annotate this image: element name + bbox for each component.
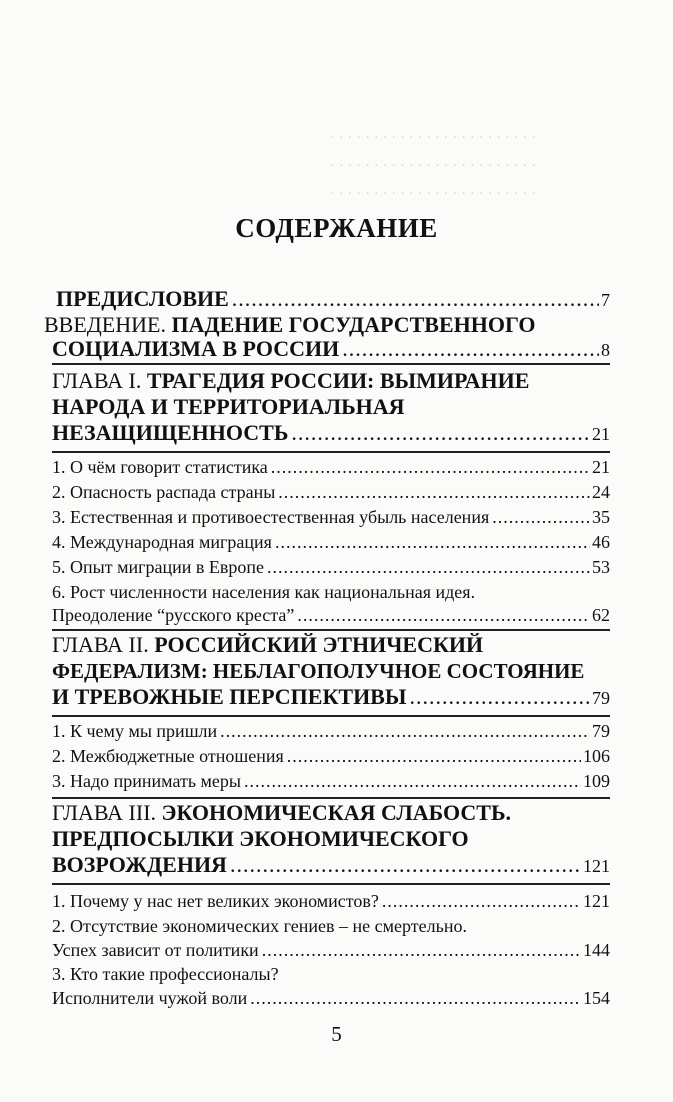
- ch3-prefix: ГЛАВА III.: [52, 800, 157, 825]
- bleed-through-text: · · · · · · · · · · · · · · · · · · · · · · · ·: [330, 186, 537, 202]
- leader-dots: [492, 505, 590, 529]
- toc-item[interactable]: [52, 603, 610, 627]
- toc-item[interactable]: [52, 986, 610, 1010]
- ch1-prefix: ГЛАВА I.: [52, 368, 142, 393]
- ch1-title-line1: ТРАГЕДИЯ РОССИИ: ВЫМИРАНИЕ: [146, 368, 530, 393]
- leader-dots: [297, 603, 590, 627]
- toc-item-label: 5. Опыт миграции в Европе: [52, 557, 265, 577]
- leader-dots: [244, 769, 581, 793]
- toc-item-label: 3. Естественная и противоестественная убыль населения: [52, 507, 490, 527]
- toc-page: 7: [601, 290, 610, 310]
- toc-page: 109: [583, 771, 610, 791]
- leader-dots: [287, 744, 581, 768]
- toc-page: 79: [592, 688, 610, 708]
- ch3-heading-line1[interactable]: [52, 799, 511, 827]
- intro-title-line2: СОЦИАЛИЗМА В РОССИИ: [52, 336, 340, 361]
- leader-dots: [409, 683, 590, 711]
- toc-item[interactable]: [52, 938, 610, 962]
- divider: [52, 883, 610, 885]
- ch2-heading-line2: [52, 657, 584, 685]
- toc-page: 144: [583, 940, 610, 960]
- toc-intro[interactable]: [52, 335, 610, 363]
- leader-dots: [342, 335, 599, 363]
- toc-page: 62: [592, 605, 610, 625]
- toc-item[interactable]: [52, 480, 610, 504]
- toc-item-label: 4. Международная миграция: [52, 532, 272, 552]
- toc-ch1[interactable]: [52, 419, 610, 447]
- toc-page: 121: [583, 856, 610, 876]
- toc-page: 24: [592, 482, 610, 502]
- toc-item[interactable]: [52, 555, 610, 579]
- ch1-heading-line1[interactable]: [52, 367, 529, 395]
- leader-dots: [220, 719, 590, 743]
- toc-item-label: 1. К чему мы пришли: [52, 721, 218, 741]
- leader-dots: [278, 480, 590, 504]
- toc-page: 53: [592, 557, 610, 577]
- toc-item-label: Успех зависит от политики: [52, 940, 259, 960]
- toc-item-label: 3. Надо принимать меры: [52, 771, 242, 791]
- leader-dots: [267, 555, 590, 579]
- toc-item[interactable]: [52, 719, 610, 743]
- toc-preface-label: ПРЕДИСЛОВИЕ: [56, 286, 229, 311]
- ch2-heading-line1[interactable]: [52, 631, 483, 659]
- leader-dots: [262, 938, 581, 962]
- leader-dots: [232, 285, 599, 313]
- toc-page: 35: [592, 507, 610, 527]
- toc-item-label: 2. Опасность распада страны: [52, 482, 276, 502]
- divider: [52, 451, 610, 453]
- toc-item-label: Преодоление “русского креста”: [52, 605, 295, 625]
- toc-item[interactable]: [52, 744, 610, 768]
- toc-preface[interactable]: [52, 285, 610, 313]
- leader-dots: [271, 455, 590, 479]
- leader-dots: [382, 889, 581, 913]
- toc-item-label: 2. Межбюджетные отношения: [52, 746, 284, 766]
- toc-item[interactable]: [52, 769, 610, 793]
- leader-dots: [291, 419, 590, 447]
- toc-page: 106: [583, 746, 610, 766]
- ch2-prefix: ГЛАВА II.: [52, 632, 149, 657]
- ch3-heading-line2: [52, 825, 469, 853]
- intro-prefix: ВВЕДЕНИЕ.: [44, 312, 166, 337]
- toc-item[interactable]: [52, 455, 610, 479]
- ch3-title-line3: ВОЗРОЖДЕНИЯ: [52, 852, 227, 877]
- toc-page: 121: [583, 891, 610, 911]
- toc-page: 21: [592, 457, 610, 477]
- toc-item[interactable]: [52, 530, 610, 554]
- divider: [52, 715, 610, 717]
- toc-page: 154: [583, 988, 610, 1008]
- page-title: СОДЕРЖАНИЕ: [235, 213, 438, 243]
- leader-dots: [230, 851, 581, 879]
- ch1-title-line3: НЕЗАЩИЩЕННОСТЬ: [52, 420, 289, 445]
- toc-page: 8: [601, 340, 610, 360]
- toc-item-label-line1[interactable]: 6. Рост численности населения как национальная идея.: [52, 582, 476, 602]
- bleed-through-text: · · · · · · · · · · · · · · · · · · · · · · · ·: [330, 158, 537, 174]
- ch1-title-line2: НАРОДА И ТЕРРИТОРИАЛЬНАЯ: [52, 394, 405, 419]
- ch3-title-line2: ПРЕДПОСЫЛКИ ЭКОНОМИЧЕСКОГО: [52, 826, 469, 851]
- leader-dots: [250, 986, 581, 1010]
- toc-page: 21: [592, 424, 610, 444]
- ch3-title-line1: ЭКОНОМИЧЕСКАЯ СЛАБОСТЬ.: [161, 800, 512, 825]
- toc-item-label: 1. О чём говорит статистика: [52, 457, 268, 477]
- bleed-through-text: · · · · · · · · · · · · · · · · · · · · · · · ·: [330, 130, 537, 146]
- page-number: 5: [331, 1022, 342, 1046]
- toc-item-label-line1[interactable]: 2. Отсутствие экономических гениев – не смертельно.: [52, 916, 467, 936]
- ch2-title-line1: РОССИЙСКИЙ ЭТНИЧЕСКИЙ: [154, 632, 484, 657]
- toc-ch2[interactable]: [52, 683, 610, 711]
- divider: [52, 363, 610, 365]
- ch2-title-line2: ФЕДЕРАЛИЗМ: НЕБЛАГОПОЛУЧНОЕ СОСТОЯНИЕ: [52, 659, 585, 683]
- ch1-heading-line2: [52, 393, 405, 421]
- toc-item-label: 1. Почему у нас нет великих экономистов?: [52, 891, 379, 911]
- toc-item[interactable]: [52, 889, 610, 913]
- intro-title-line1: ПАДЕНИЕ ГОСУДАРСТВЕННОГО: [171, 312, 536, 337]
- toc-ch3[interactable]: [52, 851, 610, 879]
- toc-page: 46: [592, 532, 610, 552]
- toc-item-label-line1[interactable]: 3. Кто такие профессионалы?: [52, 964, 279, 984]
- ch2-title-line3: И ТРЕВОЖНЫЕ ПЕРСПЕКТИВЫ: [52, 684, 407, 709]
- toc-item[interactable]: [52, 505, 610, 529]
- leader-dots: [275, 530, 590, 554]
- toc-item-label: Исполнители чужой воли: [52, 988, 248, 1008]
- toc-page: 79: [592, 721, 610, 741]
